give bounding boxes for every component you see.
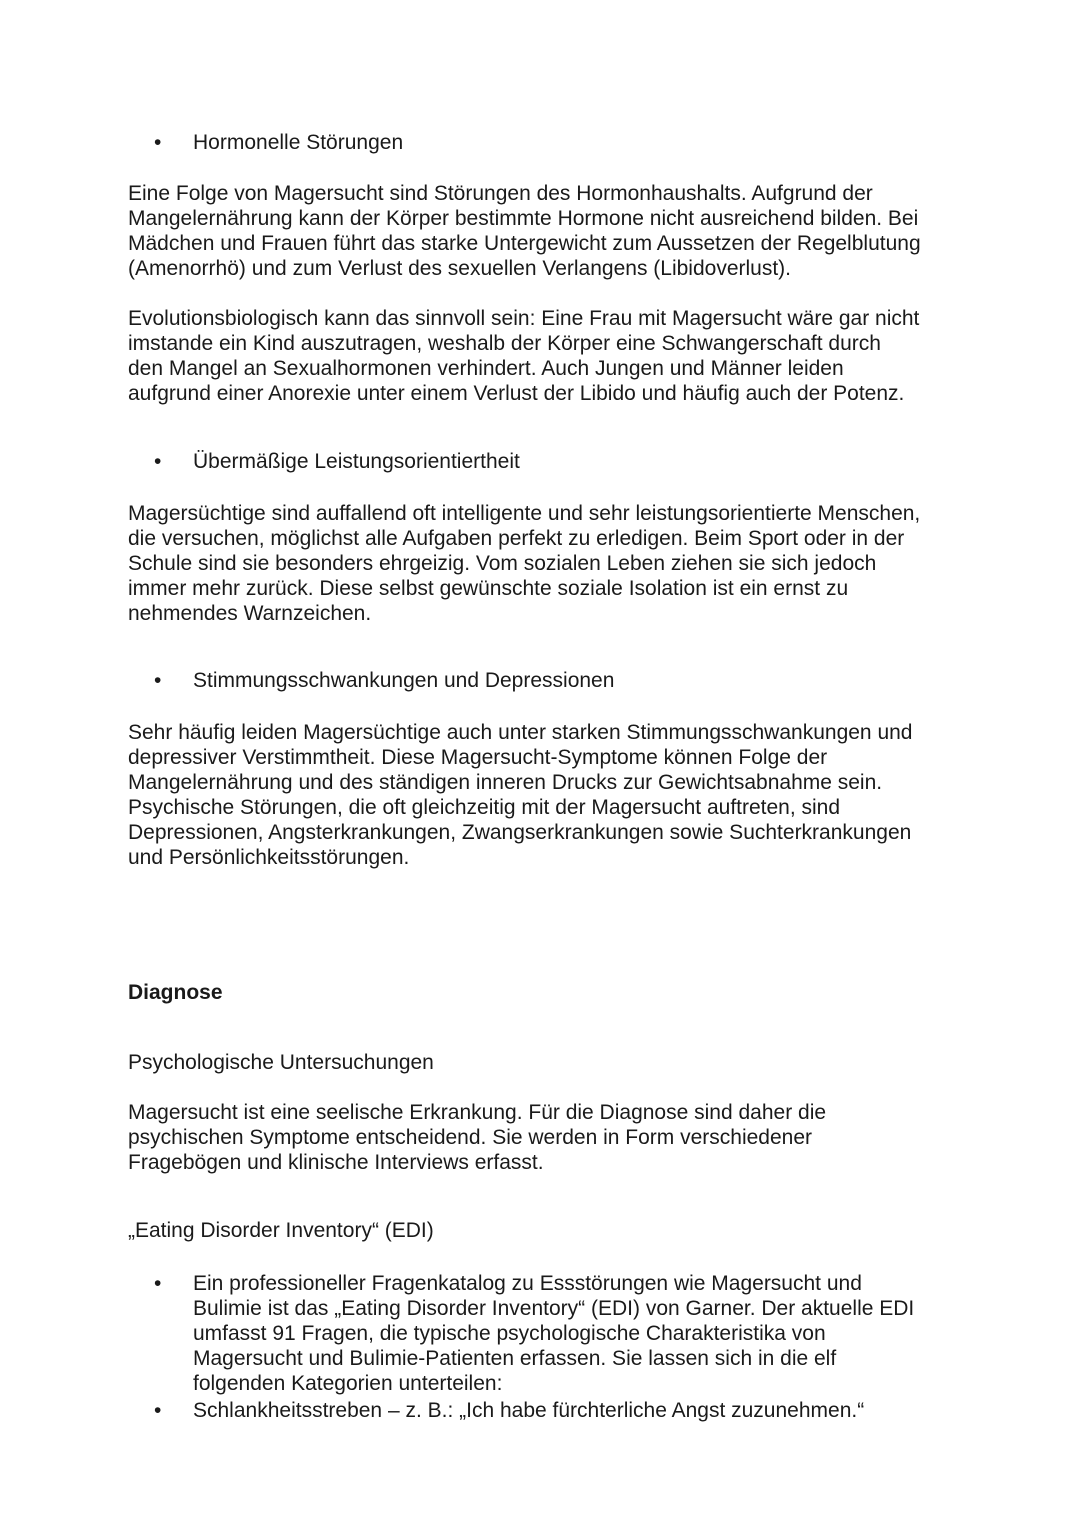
- bullet-dot: •: [154, 1399, 162, 1422]
- bullet-text: Ein professioneller Fragenkatalog zu Essstörungen wie Magersucht und Bulimie ist das „Eating Disorder Inventory“ (EDI) von Garner. Der aktuelle EDI umfasst 91 Fragen, die typische psychologische Charakteristika von Magersucht und Bulimie-Patienten erfassen. Sie lassen sich in die elf folgenden Kategorien unterteilen:: [193, 1272, 915, 1395]
- bullet-text: Stimmungsschwankungen und Depressionen: [193, 669, 615, 692]
- bullet-text: Hormonelle Störungen: [193, 131, 404, 154]
- bullet-dot: •: [154, 1272, 162, 1295]
- bullet-text: Übermäßige Leistungsorientiertheit: [193, 450, 520, 473]
- bullet-dot: •: [154, 669, 162, 692]
- paragraph-stimmung: Sehr häufig leiden Magersüchtige auch unter starken Stimmungsschwankungen und depressiver Verstimmtheit. Diese Magersucht-Symptome können Folge der Mangelernährung und des ständigen inneren Drucks zur Gewichtsabnahme sein. Psychische Störungen, die oft gleichzeitig mit der Magersucht auftreten, sind Depressionen, Angsterkrankungen, Zwangserkrankungen sowie Suchterkrankungen und Persönlichkeitsstörungen.: [128, 721, 913, 869]
- section-heading-diagnose: Diagnose: [128, 981, 223, 1004]
- subheading-edi: „Eating Disorder Inventory“ (EDI): [128, 1219, 434, 1242]
- bullet-dot: •: [154, 131, 162, 154]
- paragraph-leistung: Magersüchtige sind auffallend oft intelligente und sehr leistungsorientierte Menschen, die versuchen, möglichst alle Aufgaben perfekt zu erledigen. Beim Sport oder in der Schule sind sie besonders ehrgeizig. Vom sozialen Leben ziehen sie sich jedoch immer mehr zurück. Diese selbst gewünschte soziale Isolation ist ein ernst zu nehmendes Warnzeichen.: [128, 502, 921, 625]
- bullet-dot: •: [154, 450, 162, 473]
- bullet-text: Schlankheitsstreben – z. B.: „Ich habe fürchterliche Angst zuzunehmen.“: [193, 1399, 865, 1422]
- paragraph-hormone-1: Eine Folge von Magersucht sind Störungen des Hormonhaushalts. Aufgrund der Mangelernährung kann der Körper bestimmte Hormone nicht ausreichend bilden. Bei Mädchen und Frauen führt das starke Untergewicht zum Aussetzen der Regelblutung (Amenorrhö) und zum Verlust des sexuellen Verlangens (Libidoverlust).: [128, 182, 921, 280]
- paragraph-psychologische-untersuchungen: Magersucht ist eine seelische Erkrankung. Für die Diagnose sind daher die psychischen Symptome entscheidend. Sie werden in Form verschiedener Fragebögen und klinische Interviews erfasst.: [128, 1101, 827, 1174]
- subheading-psychologische-untersuchungen: Psychologische Untersuchungen: [128, 1051, 434, 1074]
- paragraph-hormone-2: Evolutionsbiologisch kann das sinnvoll sein: Eine Frau mit Magersucht wäre gar nicht imstande ein Kind auszutragen, weshalb der Körper eine Schwangerschaft durch den Mangel an Sexualhormonen verhindert. Auch Jungen und Männer leiden aufgrund einer Anorexie unter einem Verlust der Libido und häufig auch der Potenz.: [128, 307, 920, 405]
